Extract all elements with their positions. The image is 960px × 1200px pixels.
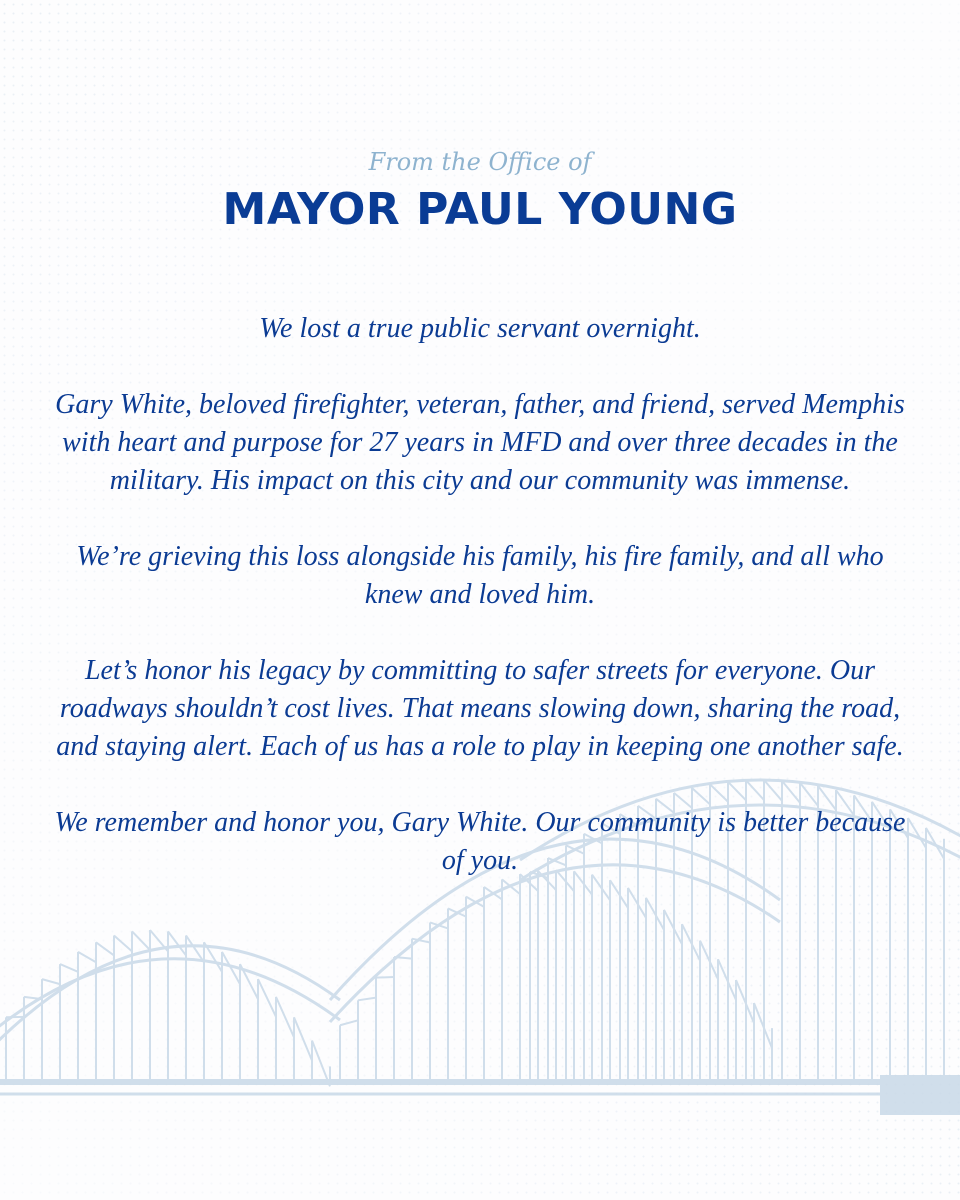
statement-paragraph-3: We’re grieving this loss alongside his family, his fire family, and all who knew and loved him. bbox=[76, 541, 884, 610]
statement-paragraph-5: We remember and honor you, Gary White. Our community is better because of you. bbox=[54, 807, 906, 876]
statement-paragraph-4: Let’s honor his legacy by committing to safer streets for everyone. Our roadways shouldn’t cost lives. That means slowing down, sharing the road, and staying alert. Each of us has a role to play in keeping one another safe. bbox=[56, 655, 904, 762]
bridge-truss bbox=[168, 931, 186, 955]
bridge-truss bbox=[376, 977, 394, 978]
statement-paragraph-1: We lost a true public servant overnight. bbox=[259, 313, 701, 344]
office-kicker: From the Office of bbox=[368, 148, 592, 176]
bridge-truss bbox=[240, 964, 258, 999]
bridge-truss bbox=[78, 952, 96, 962]
bridge-truss bbox=[96, 942, 114, 955]
statement-body bbox=[50, 310, 910, 918]
bridge-truss bbox=[114, 935, 132, 951]
bridge-truss bbox=[60, 964, 78, 972]
bridge-truss bbox=[132, 931, 150, 950]
bridge-truss bbox=[340, 1020, 358, 1025]
mayor-title: MAYOR PAUL YOUNG bbox=[222, 184, 738, 235]
bridge-truss bbox=[358, 998, 376, 1001]
bridge-truss bbox=[276, 997, 294, 1037]
bridge-truss bbox=[258, 979, 276, 1017]
statement-paragraph-2: Gary White, beloved firefighter, veteran, father, and friend, served Memphis with heart and purpose for 27 years in MFD and over three decades in the military. His impact on this city and our community was immense. bbox=[55, 389, 905, 496]
bridge-truss bbox=[294, 1017, 312, 1060]
bridge-truss bbox=[42, 979, 60, 984]
bridge-truss bbox=[908, 818, 926, 848]
